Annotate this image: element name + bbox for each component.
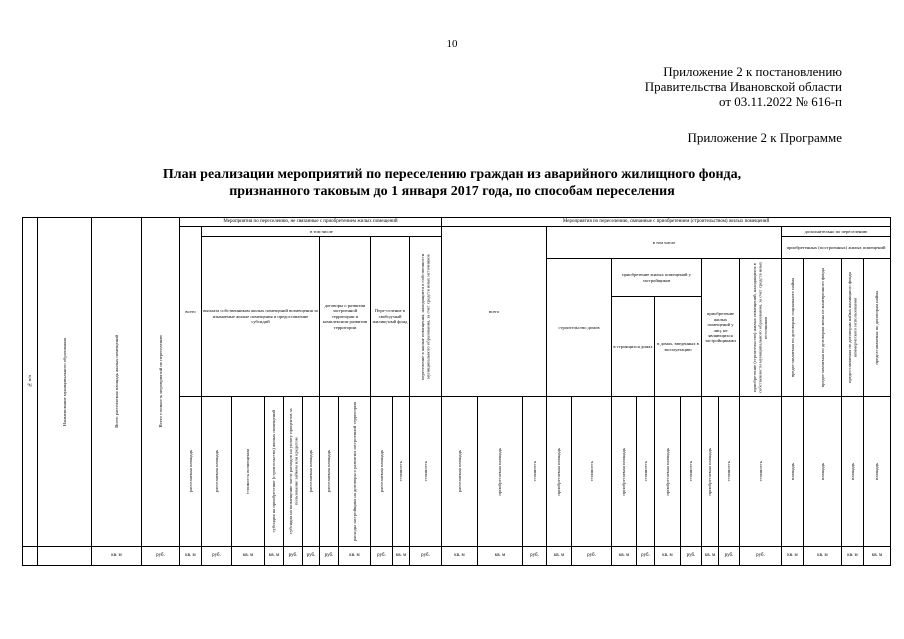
unit-cell-text: руб. xyxy=(156,553,165,559)
unit-cell xyxy=(284,547,303,566)
col-total-cost-header-text: Всего стоимость мероприятий по переселению xyxy=(157,335,163,428)
unit-cell xyxy=(612,547,637,566)
additional-sub-header-text: приобретенных (построенных) жилых помещений xyxy=(786,244,886,250)
leaf-label-lbl-acquired-area-text: приобретаемая площадь xyxy=(707,447,713,496)
unit-cell-text: кв. м xyxy=(817,553,828,559)
appendix-resolution-line3: от 03.11.2022 № 616-п xyxy=(719,94,842,109)
leaf-label-lbl-acquired-area xyxy=(478,397,523,547)
leaf-label-lbl-resettled-area-text: расселяемая площадь xyxy=(308,450,314,493)
unit-cell xyxy=(202,547,232,566)
total-no-acquisition-header-text: всего xyxy=(185,308,196,314)
including-acquisition-header-text: в том числе xyxy=(652,239,676,245)
additional-sub-header xyxy=(782,237,891,259)
unit-cell xyxy=(655,547,681,566)
leaf-label-lbl-area-text: площадь xyxy=(849,462,855,481)
other-sources-header xyxy=(410,237,442,397)
document-title-line2: признанного таковым до 1 января 2017 года, по способам переселения xyxy=(229,184,675,199)
col-total-area-header xyxy=(92,217,142,547)
appendix-resolution-line1: Приложение 2 к постановлению xyxy=(663,64,842,79)
leaf-label-lbl-resettled-area xyxy=(202,397,232,547)
unit-cell-text: кв. м xyxy=(553,553,565,559)
payment-owners-header-text: выплата собственникам жилых помещений возмещения за изымаемые жилые помещения и предоставление субсидий xyxy=(203,308,318,325)
leaf-label-lbl-cost-text: стоимость xyxy=(757,461,763,482)
total-acquisition-header xyxy=(442,227,547,397)
leaf-label-lbl-cost xyxy=(637,397,655,547)
unit-cell xyxy=(523,547,547,566)
leaf-label-lbl-resettled-area-text: расселяемая площадь xyxy=(187,450,193,493)
provided-exchange-header xyxy=(804,259,842,397)
leaf-label-lbl-resettled-area xyxy=(320,397,339,547)
leaf-label-lbl-acquired-area xyxy=(655,397,681,547)
unit-cell-text: руб. xyxy=(587,553,596,559)
leaf-label-lbl-resettled-area-text: расселяемая площадь xyxy=(326,450,332,493)
provided-commercial-header-text: предоставляемая по договорам найма жилищного фонда коммерческого использования xyxy=(847,272,858,383)
acquisition-other-sources-header xyxy=(740,259,782,397)
leaf-label-lbl-resettled-area-text: расселяемая площадь xyxy=(456,450,462,493)
leaf-label-lbl-cost xyxy=(681,397,702,547)
development-territory-header-text: договоры о развитии застроенной территории и комплексном развитии территории xyxy=(322,302,368,330)
in-built-houses-header xyxy=(612,297,655,397)
unit-cell xyxy=(782,547,804,566)
leaf-label-lbl-subsidy-acquisition-text: субсидия на приобретение (строительство) жилых помещений xyxy=(271,410,277,533)
unit-cell-text: кв. м xyxy=(111,553,122,559)
leaf-label-lbl-cost xyxy=(572,397,612,547)
unit-cell-text: руб. xyxy=(288,553,298,559)
in-commissioned-houses-header xyxy=(655,297,702,397)
col-no-header-text: № п/п xyxy=(26,375,32,388)
free-fund-header xyxy=(371,237,410,397)
leaf-label-lbl-resettled-area xyxy=(180,397,202,547)
unit-cell-text: кв. м xyxy=(185,553,196,559)
leaf-label-lbl-expenses-dev xyxy=(339,397,371,547)
unit-cell-text: руб. xyxy=(724,553,734,559)
unit-cell xyxy=(842,547,864,566)
group-acquisition-header-text: Мероприятия по переселению, связанные с приобретением (строительством) жилых помещений xyxy=(562,218,770,224)
acquisition-builders-header-text: приобретение жилых помещений у застройщиков xyxy=(622,272,691,283)
leaf-label-lbl-resettled-area xyxy=(303,397,320,547)
leaf-label-lbl-acquired-area xyxy=(547,397,572,547)
unit-cell xyxy=(572,547,612,566)
leaf-label-lbl-cost xyxy=(523,397,547,547)
leaf-label-lbl-compensation-cost-text: стоимость возмещения xyxy=(245,448,251,495)
leaf-label-lbl-cost xyxy=(410,397,442,547)
unit-cell xyxy=(92,547,142,566)
unit-cell xyxy=(478,547,523,566)
leaf-label-lbl-area xyxy=(842,397,864,547)
provided-rent-header-text: предоставляемая по договорам найма xyxy=(874,290,880,365)
including-no-acquisition-header xyxy=(202,227,442,237)
unit-cell-text: кв. м xyxy=(349,553,360,559)
unit-cell xyxy=(804,547,842,566)
unit-cell-text: руб. xyxy=(530,553,539,559)
group-no-acquisition-header xyxy=(180,217,442,227)
additional-info-header xyxy=(782,227,891,237)
provided-exchange-header-text: предоставляемая по договорам мены из маневренного фонда xyxy=(819,267,825,388)
leaf-label-lbl-acquired-area-text: приобретаемая площадь xyxy=(556,447,562,496)
leaf-label-lbl-area-text: площадь xyxy=(874,462,880,481)
unit-cell-empty xyxy=(38,547,92,566)
construction-header xyxy=(547,259,612,397)
in-commissioned-houses-header-text: в домах, введенных в эксплуатацию xyxy=(657,341,699,352)
unit-cell-text: руб. xyxy=(212,553,221,559)
leaf-label-lbl-acquired-area xyxy=(612,397,637,547)
unit-cell-text: руб. xyxy=(377,553,386,559)
leaf-label-lbl-cost-text: стоимость xyxy=(642,461,648,482)
document-title-line1: План реализации мероприятий по переселению граждан из аварийного жилищного фонда, xyxy=(162,167,742,182)
including-acquisition-header xyxy=(547,227,782,259)
unit-cell xyxy=(719,547,740,566)
unit-cell-text: кв. м xyxy=(662,553,673,559)
leaf-label-lbl-area-text: площадь xyxy=(789,462,795,481)
unit-cell-text: руб. xyxy=(306,553,316,559)
leaf-label-lbl-cost-text: стоимость xyxy=(688,461,694,482)
unit-cell-text: кв. м xyxy=(847,553,858,559)
unit-cell-text: кв. м xyxy=(494,553,506,559)
leaf-label-lbl-acquired-area xyxy=(702,397,719,547)
unit-cell xyxy=(265,547,284,566)
leaf-label-lbl-subsidy-rest-text: субсидия на возмещение части расходов на уплату процентов за пользование займом или кредитом xyxy=(287,408,298,535)
leaf-label-lbl-area xyxy=(864,397,891,547)
free-fund-header-text: Пере-селение в свобод-ный жилищ-ный фонд xyxy=(372,308,408,325)
leaf-label-lbl-acquired-area-text: приобретаемая площадь xyxy=(664,447,670,496)
leaf-label-lbl-cost xyxy=(393,397,410,547)
col-total-area-header-text: Всего расселяемая площадь жилых помещений xyxy=(113,335,119,428)
unit-cell xyxy=(339,547,371,566)
unit-cell-text: руб. xyxy=(641,553,650,559)
group-acquisition-header xyxy=(442,217,891,227)
leaf-label-lbl-resettled-area xyxy=(371,397,393,547)
unit-cell xyxy=(864,547,891,566)
appendix-resolution-header xyxy=(645,64,842,109)
leaf-label-lbl-resettled-area xyxy=(442,397,478,547)
acquisition-builders-header xyxy=(612,259,702,297)
leaf-label-lbl-resettled-area-text: расселяемая площадь xyxy=(378,450,384,493)
provided-commercial-header xyxy=(842,259,864,397)
leaf-label-lbl-area-text: площадь xyxy=(819,462,825,481)
unit-cell-text: кв. м xyxy=(871,553,883,559)
leaf-label-lbl-expenses-dev-text: расходы застройщика на договоры о развитии застроенной территории xyxy=(351,401,357,542)
unit-cell-text: кв. м xyxy=(787,553,798,559)
leaf-label-lbl-subsidy-acquisition xyxy=(265,397,284,547)
appendix-program-header: Приложение 2 к Программе xyxy=(687,130,842,145)
unit-cell-text: кв. м xyxy=(704,553,716,559)
resettlement-plan-table xyxy=(22,217,891,566)
unit-cell-text: кв. м xyxy=(395,553,407,559)
unit-cell-text: кв. м xyxy=(454,553,465,559)
leaf-label-lbl-area xyxy=(782,397,804,547)
leaf-label-lbl-acquired-area-text: приобретаемая площадь xyxy=(497,447,503,496)
leaf-label-lbl-subsidy-rest xyxy=(284,397,303,547)
leaf-label-lbl-cost-text: стоимость xyxy=(531,461,537,482)
unit-cell xyxy=(320,547,339,566)
unit-cell-empty xyxy=(22,547,38,566)
unit-cell xyxy=(180,547,202,566)
col-municipality-header-text: Наименование муниципального образования xyxy=(61,337,67,426)
page-number: 10 xyxy=(446,38,458,50)
leaf-label-lbl-cost-text: стоимость xyxy=(398,461,404,482)
acquisition-non-builders-header xyxy=(702,259,740,397)
leaf-label-lbl-compensation-cost xyxy=(232,397,265,547)
in-built-houses-header-text: в строящихся домах xyxy=(613,343,653,349)
document-title xyxy=(60,166,844,200)
unit-cell-text: руб. xyxy=(756,553,765,559)
unit-cell xyxy=(637,547,655,566)
group-no-acquisition-header-text: Мероприятия по переселению, не связанные с приобретением жилых помещений xyxy=(223,218,398,224)
appendix-resolution-line2: Правительства Ивановской области xyxy=(644,79,842,94)
unit-cell-text: руб. xyxy=(324,553,334,559)
col-total-cost-header xyxy=(142,217,180,547)
unit-cell xyxy=(142,547,180,566)
unit-cell xyxy=(547,547,572,566)
leaf-label-lbl-acquired-area-text: приобретаемая площадь xyxy=(621,447,627,496)
leaf-label-lbl-cost xyxy=(740,397,782,547)
unit-cell xyxy=(740,547,782,566)
leaf-label-lbl-cost-text: стоимость xyxy=(422,461,428,482)
development-territory-header xyxy=(320,237,371,397)
unit-cell-text: руб. xyxy=(421,553,430,559)
unit-cell xyxy=(681,547,702,566)
unit-cell xyxy=(232,547,265,566)
provided-compensation-header-text: предоставляемая по договорам социального найма xyxy=(789,277,795,378)
unit-cell-text: кв. м xyxy=(242,553,254,559)
unit-cell xyxy=(303,547,320,566)
including-no-acquisition-header-text: в том числе xyxy=(310,228,333,234)
total-no-acquisition-header xyxy=(180,227,202,397)
construction-header-text: строительство домов xyxy=(558,324,600,330)
additional-info-header-text: дополнительно по переселению xyxy=(804,228,868,234)
unit-cell xyxy=(393,547,410,566)
unit-cell xyxy=(442,547,478,566)
unit-cell xyxy=(371,547,393,566)
leaf-label-lbl-cost xyxy=(719,397,740,547)
unit-cell-text: кв. м xyxy=(618,553,630,559)
total-acquisition-header-text: всего xyxy=(488,308,500,314)
leaf-label-lbl-area xyxy=(804,397,842,547)
payment-owners-header xyxy=(202,237,320,397)
acquisition-non-builders-header-text: приобретение жилых помещений у лиц, не являющихся застройщиками xyxy=(705,311,736,344)
other-sources-header-text: переселение в жилые помещения, находящиеся в собственности муниципального образования, за счет средств иных источников xyxy=(420,253,431,380)
provided-compensation-header xyxy=(782,259,804,397)
provided-rent-header xyxy=(864,259,891,397)
acquisition-other-sources-header-text: приобретение (строительство) жилых помещений, находящихся в собственности муниципального образования, за счет средств иных источников xyxy=(752,261,769,394)
unit-cell xyxy=(410,547,442,566)
col-no-header xyxy=(22,217,38,547)
col-municipality-header xyxy=(38,217,92,547)
unit-cell-text: руб. xyxy=(686,553,696,559)
leaf-label-lbl-cost-text: стоимость xyxy=(726,461,732,482)
unit-cell-text: кв. м xyxy=(268,553,280,559)
leaf-label-lbl-resettled-area-text: расселяемая площадь xyxy=(213,450,219,493)
leaf-label-lbl-cost-text: стоимость xyxy=(588,461,594,482)
unit-cell xyxy=(702,547,719,566)
